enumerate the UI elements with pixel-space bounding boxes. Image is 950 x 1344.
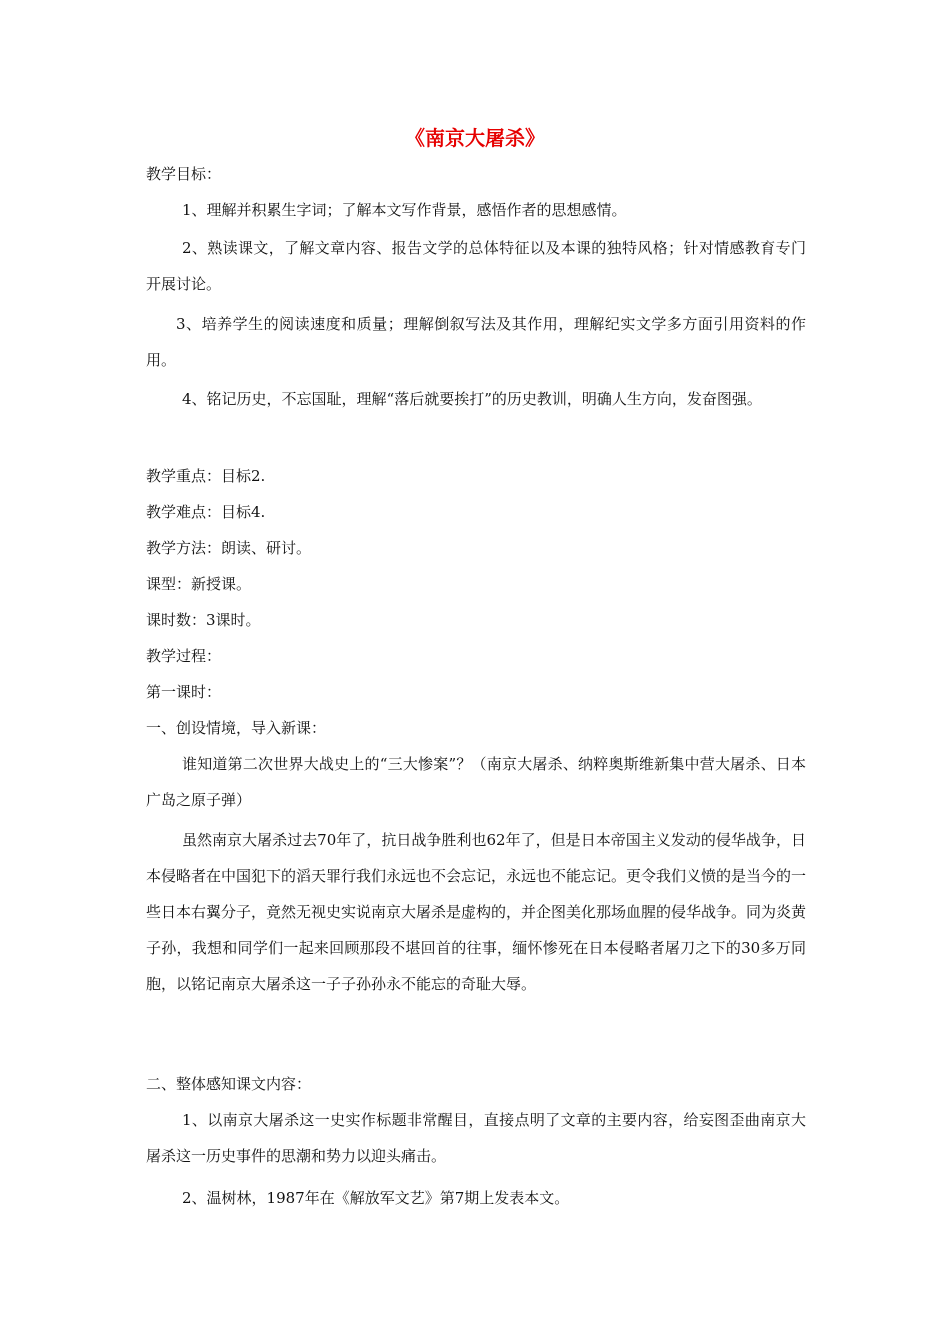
goal-item-2: 2、熟读课文，了解文章内容、报告文学的总体特征以及本课的独特风格；针对情感教育专门开展讨论。 [146, 239, 806, 293]
perception-item-2: 2、温树林，1987年在《解放军文艺》第7期上发表本文。 [182, 1189, 570, 1207]
part-one-heading: 一、创设情境，导入新课： [146, 719, 327, 737]
document-title: 《南京大屠杀》 [405, 126, 545, 150]
intro-history-paragraph: 虽然南京大屠杀过去70年了，抗日战争胜利也62年了，但是日本帝国主义发动的侵华战争，日本侵略者在中国犯下的滔天罪行我们永远也不会忘记，永远也不能忘记。更令我们义愤的是当今的一些日本右翼分子，竟然无视史实说南京大屠杀是虚构的，并企图美化那场血腥的侵华战争。同为炎黄子孙，我想和同学们一起来回顾那段不堪回首的往事，缅怀惨死在日本侵略者屠刀之下的30多万同胞，以铭记南京大屠杀这一子子孙孙永不能忘的奇耻大辱。 [146, 831, 807, 993]
goal-item-4: 4、铭记历史，不忘国耻，理解“落后就要挨打”的历史教训，明确人生方向，发奋图强。 [182, 390, 762, 408]
section-label-process: 教学过程： [146, 647, 222, 665]
intro-question-paragraph: 谁知道第二次世界大战史上的“三大惨案”？（南京大屠杀、纳粹奥斯维新集中营大屠杀、日本广岛之原子弹） [146, 755, 806, 809]
lesson-count: 课时数：3课时。 [146, 611, 261, 629]
goal-item-1: 1、理解并积累生字词；了解本文写作背景，感悟作者的思想感情。 [182, 201, 627, 219]
teaching-method: 教学方法：朗读、研讨。 [146, 539, 312, 557]
lesson-one-heading: 第一课时： [146, 683, 222, 701]
part-two-heading: 二、整体感知课文内容： [146, 1075, 312, 1093]
section-label-goals: 教学目标： [146, 165, 222, 183]
key-point: 教学重点：目标2. [146, 467, 266, 485]
goal-item-3: 3、培养学生的阅读速度和质量；理解倒叙写法及其作用，理解纪实文学多方面引用资料的作用。 [146, 315, 806, 369]
lesson-type: 课型：新授课。 [146, 575, 252, 593]
perception-item-1: 1、以南京大屠杀这一史实作标题非常醒目，直接点明了文章的主要内容，给妄图歪曲南京大屠杀这一历史事件的思潮和势力以迎头痛击。 [146, 1111, 806, 1165]
difficult-point: 教学难点：目标4. [146, 503, 266, 521]
